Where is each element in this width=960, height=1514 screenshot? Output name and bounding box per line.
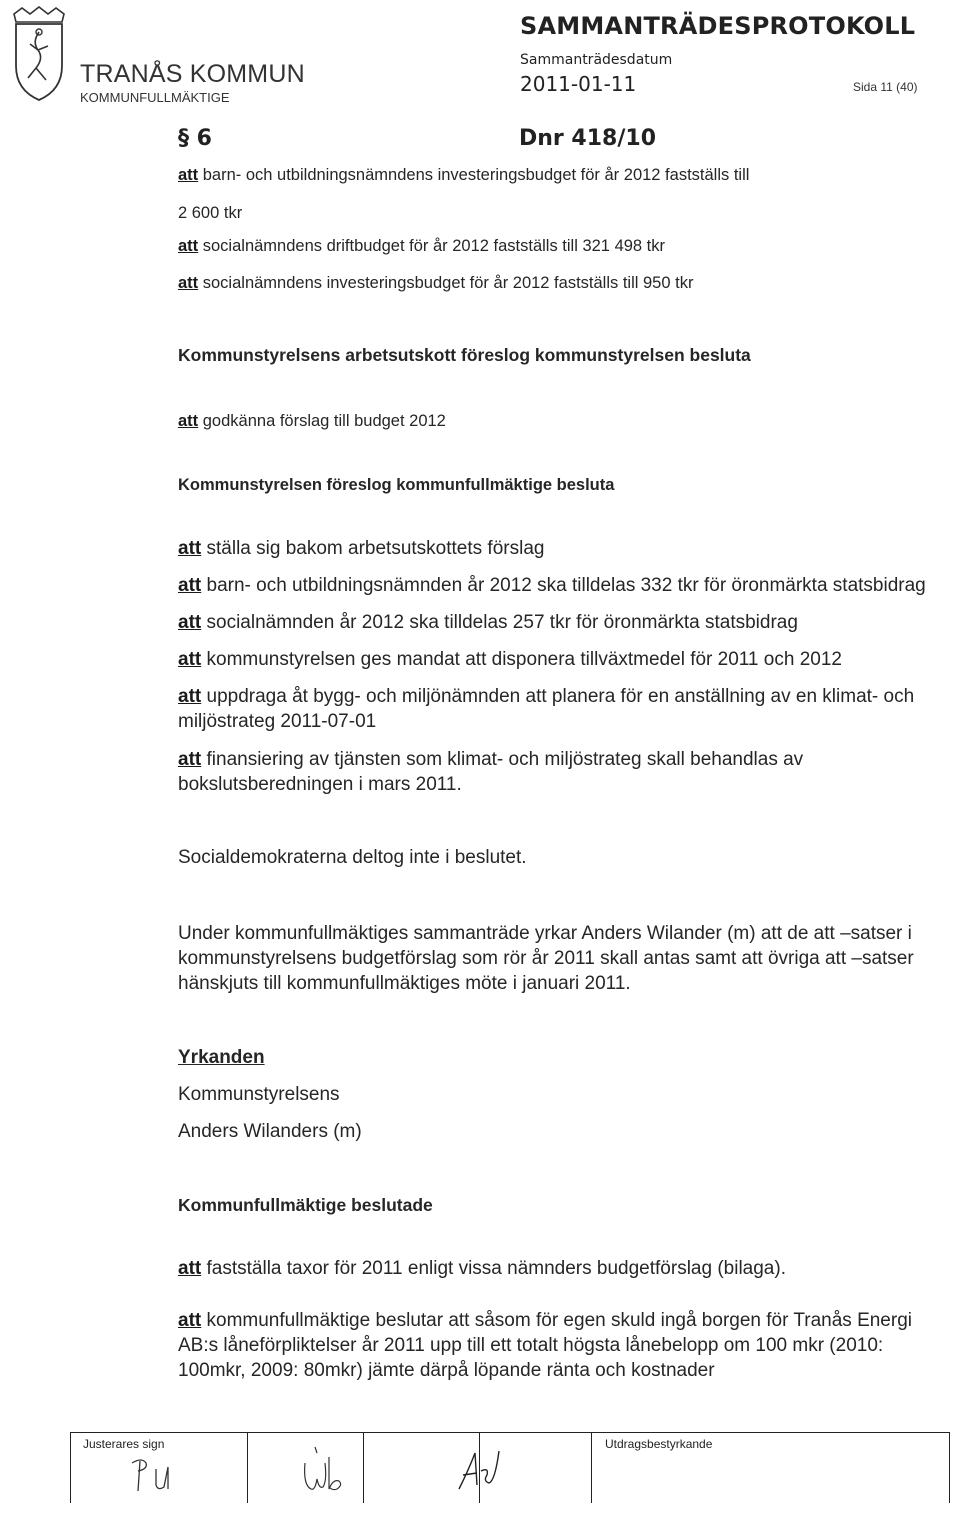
column-divider	[247, 1433, 248, 1503]
att-keyword: att	[178, 538, 202, 559]
paragraph-line	[178, 575, 926, 597]
municipality-crest-logo	[8, 6, 70, 106]
att-keyword: att	[178, 237, 199, 255]
subheading-ks: Kommunstyrelsen föreslog kommunfullmäktige besluta	[178, 476, 615, 494]
paragraph-line	[178, 237, 918, 256]
statement-line: Socialdemokraterna deltog inte i beslutet.	[178, 847, 527, 868]
att-keyword: att	[178, 686, 202, 707]
paragraph-line: Under kommunfullmäktiges sammanträde yrkar Anders Wilander (m) att de att –satser i	[178, 923, 912, 944]
line-text: ställa sig bakom arbetsutskottets förslag	[201, 538, 545, 559]
yrkanden-heading: Yrkanden	[178, 1047, 265, 1068]
att-keyword: att	[178, 166, 199, 184]
case-number: Dnr 418/10	[519, 126, 657, 151]
justerares-sign-label: Justerares sign	[83, 1437, 165, 1451]
kf-decision-heading: Kommunfullmäktige beslutade	[178, 1195, 433, 1215]
subheading-ksau: Kommunstyrelsens arbetsutskott föreslog kommunstyrelsen besluta	[178, 345, 751, 365]
document-type: SAMMANTRÄDESPROTOKOLL	[520, 12, 916, 40]
utdragsbestyrkande-label: Utdragsbestyrkande	[605, 1437, 713, 1451]
column-divider	[363, 1433, 364, 1503]
paragraph-line	[178, 538, 918, 560]
paragraph-line	[178, 412, 918, 431]
paragraph-line	[178, 612, 918, 634]
paragraph-line	[178, 711, 918, 733]
section-number: § 6	[178, 126, 212, 151]
line-text: kommunfullmäktige beslutar att såsom för egen skuld ingå borgen för Tranås Energi	[201, 1310, 912, 1331]
paragraph-line	[178, 204, 918, 223]
paragraph-line	[178, 686, 918, 708]
paragraph-line	[178, 1335, 918, 1357]
paragraph-line	[178, 749, 918, 771]
att-keyword: att	[178, 274, 199, 292]
paragraph-line	[178, 1310, 918, 1332]
line-text: 2 600 tkr	[178, 204, 243, 222]
att-keyword: att	[178, 1310, 202, 1331]
line-text: socialnämndens driftbudget för år 2012 fastställs till 321 498 tkr	[198, 237, 666, 255]
paragraph-line: hänskjuts till kommunfullmäktiges möte i januari 2011.	[178, 973, 631, 994]
paragraph-line	[178, 1360, 918, 1382]
paragraph-line	[178, 1258, 918, 1280]
line-text: godkänna förslag till budget 2012	[198, 412, 446, 430]
column-divider	[591, 1433, 592, 1503]
att-keyword: att	[178, 1258, 202, 1279]
signature-3	[455, 1445, 515, 1500]
line-text: socialnämndens investeringsbudget för år 2012 fastställs till 950 tkr	[198, 274, 694, 292]
line-text: fastställa taxor för 2011 enligt vissa nämnders budgetförslag (bilaga).	[201, 1258, 786, 1279]
meeting-date: 2011-01-11	[520, 72, 637, 96]
att-keyword: att	[178, 412, 199, 430]
org-subtitle: KOMMUNFULLMÄKTIGE	[80, 90, 230, 105]
org-name: TRANÅS KOMMUN	[80, 60, 305, 88]
line-text: socialnämnden år 2012 ska tilldelas 257 tkr för öronmärkta statsbidrag	[201, 612, 798, 633]
yrkande-item: Kommunstyrelsens	[178, 1084, 340, 1105]
line-text: 100mkr, 2009: 80mkr) jämte därpå löpande ränta och kostnader	[178, 1360, 715, 1381]
line-text: AB:s låneförpliktelser år 2011 upp till ett totalt högsta lånebelopp om 100 mkr (2010:	[178, 1335, 884, 1356]
att-keyword: att	[178, 749, 202, 770]
paragraph-line: kommunstyrelsens budgetförslag som rör år 2011 skall antas samt att övriga att –satser	[178, 948, 914, 969]
yrkande-item: Anders Wilanders (m)	[178, 1121, 362, 1142]
att-keyword: att	[178, 649, 202, 670]
line-text: finansiering av tjänsten som klimat- och miljöstrateg skall behandlas av	[201, 749, 804, 770]
line-text: miljöstrateg 2011-07-01	[178, 711, 377, 732]
att-keyword: att	[178, 575, 202, 596]
att-keyword: att	[178, 612, 202, 633]
line-text: kommunstyrelsen ges mandat att disponera tillväxtmedel för 2011 och 2012	[201, 649, 842, 670]
signature-2	[297, 1443, 357, 1504]
paragraph-line	[178, 774, 918, 796]
meeting-date-label: Sammanträdesdatum	[520, 52, 673, 68]
line-text: barn- och utbildningsnämnden år 2012 ska tilldelas 332 tkr för öronmärkta statsbidrag	[201, 575, 926, 596]
paragraph-line	[178, 649, 918, 671]
line-text: barn- och utbildningsnämndens investeringsbudget för år 2012 fastställs till	[198, 166, 750, 184]
signature-1	[126, 1453, 186, 1502]
paragraph-line	[178, 274, 918, 293]
page-number: Sida 11 (40)	[853, 80, 918, 94]
paragraph-line	[178, 166, 918, 185]
line-text: bokslutsberedningen i mars 2011.	[178, 774, 462, 795]
line-text: uppdraga åt bygg- och miljönämnden att planera för en anställning av en klimat- och	[201, 686, 915, 707]
signature-table	[70, 1432, 950, 1503]
